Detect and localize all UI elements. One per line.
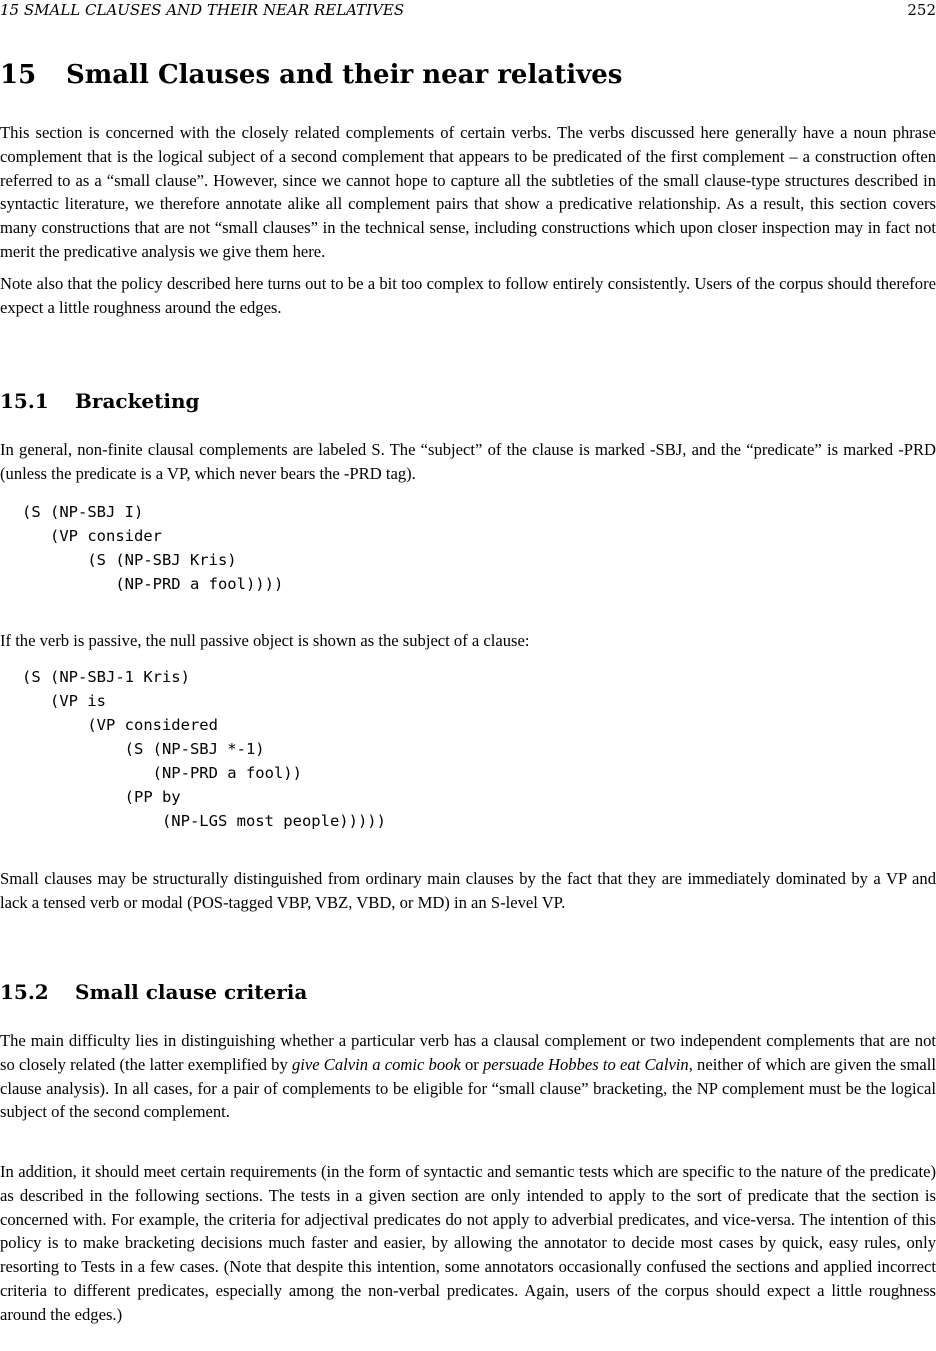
criteria-text-a: The main difficulty lies in distinguishing whether a particular verb has a clausal complement or two independent complements that are not so closely related (the latter exemplified by <box>0 1031 936 1074</box>
subsection-title: Small clause criteria <box>75 980 308 1004</box>
example-phrase-2: persuade Hobbes to eat Calvin <box>483 1054 689 1074</box>
criteria-text-b: or <box>460 1054 483 1074</box>
subsection-number: 15.1 <box>0 389 49 413</box>
subsection-heading-bracketing <box>0 388 200 414</box>
intro-paragraph-2: Note also that the policy described here turns out to be a bit too complex to follow entirely consistently. Users of the corpus should therefore expect a little roughness around the edges. <box>0 274 936 317</box>
section-title: Small Clauses and their near relatives <box>66 60 623 90</box>
code-example-1: (S (NP-SBJ I) (VP consider (S (NP-SBJ Kris) (NP-PRD a fool)))) <box>22 503 284 593</box>
criteria-paragraph-1 <box>0 1029 936 1124</box>
criteria-text-c: , neither of which are given the small clause analysis). In all cases, for a pair of complements to be eligible for “small clause” bracketing, the NP complement must be the logical subject of the second complement. <box>0 1054 936 1122</box>
code-example-2: (S (NP-SBJ-1 Kris) (VP is (VP considered (S (NP-SBJ *-1) (NP-PRD a fool)) (PP by (NP-LGS most people))))) <box>22 668 386 830</box>
criteria-paragraph-2: In addition, it should meet certain requirements (in the form of syntactic and semantic tests which are specific to the nature of the predicate) as described in the following sections. The tests in a given section are only intended to apply to the sort of predicate that the section is concerned with. For example, the criteria for adjectival predicates do not apply to adverbial predicates, and vice-versa. The intention of this policy is to make bracketing decisions much faster and easier, by allowing the annotator to decide most cases by quick, easy rules, only resorting to Tests in a few cases. (Note that despite this intention, some annotators occasionally confused the sections and applied incorrect criteria to different predicates, especially among the non-verbal predicates. Again, users of the corpus should expect a little roughness around the edges.) <box>0 1162 936 1324</box>
intro-paragraph-1: This section is concerned with the closely related complements of certain verbs. The verbs discussed here generally have a noun phrase complement that is the logical subject of a second complement that appears to be predicated of the first complement – a construction often referred to as a “small clause”. However, since we cannot hope to capture all the subtleties of the small clause-type structures described in syntactic literature, we therefore annotate alike all complement pairs that show a predicative relationship. As a result, this section covers many constructions that are not “small clauses” in the technical sense, including constructions which upon closer inspection may in fact not merit the predicative analysis we give them here. <box>0 123 936 261</box>
section-heading <box>0 58 622 92</box>
bracketing-paragraph-3: Small clauses may be structurally distinguished from ordinary main clauses by the fact that they are immediately dominated by a VP and lack a tensed verb or modal (POS-tagged VBP, VBZ, VBD, or MD) in an S-level VP. <box>0 869 936 912</box>
section-number: 15 <box>0 60 37 90</box>
subsection-heading-criteria <box>0 979 307 1005</box>
page-number: 252 <box>907 1 936 19</box>
subsection-number: 15.2 <box>0 980 49 1004</box>
example-phrase-1: give Calvin a comic book <box>291 1054 461 1074</box>
running-header-title: 15 SMALL CLAUSES AND THEIR NEAR RELATIVES <box>0 1 405 19</box>
bracketing-paragraph-1: In general, non-finite clausal complements are labeled S. The “subject” of the clause is marked -SBJ, and the “predicate” is marked -PRD (unless the predicate is a VP, which never bears the -PRD tag). <box>0 440 936 483</box>
bracketing-paragraph-2: If the verb is passive, the null passive object is shown as the subject of a clause: <box>0 631 530 650</box>
subsection-title: Bracketing <box>75 389 200 413</box>
running-header <box>0 0 936 22</box>
